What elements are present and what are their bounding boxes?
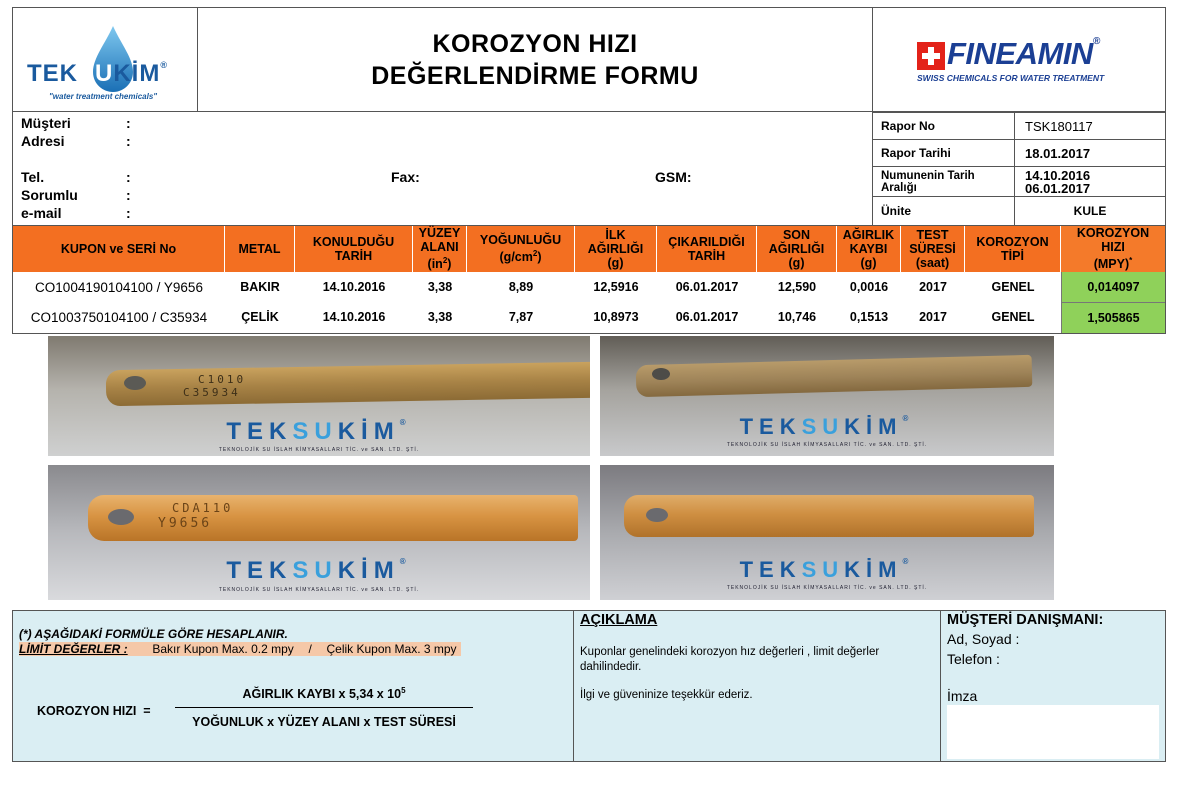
- logo-text-su: SU: [78, 60, 114, 87]
- col-kupon: KUPON ve SERİ No: [13, 226, 225, 272]
- table-row-2-ilk: 10,8973: [593, 310, 639, 324]
- coupon-hole: [108, 509, 134, 525]
- table-row-1-yogunluk: 8,89: [508, 280, 534, 294]
- table-row-2-metal: ÇELİK: [241, 310, 279, 324]
- unite-label: Ünite: [873, 197, 1015, 225]
- limit-label: LİMİT DEĞERLER :: [19, 642, 128, 656]
- numune-end: 06.01.2017: [1025, 180, 1091, 196]
- coupon-hole: [652, 368, 670, 380]
- signature-field[interactable]: [947, 705, 1159, 759]
- col-yuzey: YÜZEY ALANI $(in^2)$: [413, 226, 467, 272]
- table-row-1-yuzey: 3,38: [427, 280, 453, 294]
- col-konuldugu: KONULDUĞU TARİH: [295, 226, 413, 272]
- colon: :: [126, 133, 131, 149]
- table-row-1-cikar: 06.01.2017: [675, 280, 739, 294]
- table-row-2-hiz: 1,505865: [1061, 303, 1165, 333]
- table-row-1-kayip: 0,0016: [849, 280, 889, 294]
- table-row-1-konuldugu: 14.10.2016: [322, 280, 386, 294]
- aciklama-text-1: Kuponlar genelindeki korozyon hız değerleri , limit değerler dahilindedir.: [580, 646, 880, 673]
- title-line-2: DEĞERLENDİRME FORMU: [371, 61, 699, 90]
- stamp-c1010: C1010: [198, 373, 247, 386]
- table-row-1-hiz: 0,014097: [1061, 272, 1165, 303]
- colon: :: [126, 205, 131, 221]
- table-row-2-yuzey: 3,38: [427, 310, 453, 324]
- watermark: TEKSUKİM®: [739, 557, 915, 582]
- coupon-table: [12, 226, 1166, 334]
- stamp-c35934: C35934: [183, 386, 241, 399]
- watermark-sub: TEKNOLOJİK SU İSLAH KİMYASALLARI TİC. ve SAN. LTD. ŞTİ.: [218, 587, 420, 593]
- table-row-1-tip: GENEL: [991, 280, 1035, 294]
- colon: :: [126, 169, 131, 185]
- photo-copper-coupon-front: [48, 465, 590, 600]
- coupon-hole: [124, 376, 146, 390]
- table-row-2-test: 2017: [919, 310, 947, 324]
- swiss-cross-icon: [917, 42, 945, 70]
- col-hiz: KOROZYON HIZI (MPY)*: [1061, 226, 1165, 272]
- col-kayip: AĞIRLIK KAYBI (g): [837, 226, 901, 272]
- limit-sep: /: [308, 642, 312, 656]
- table-row-2-cikar: 06.01.2017: [675, 310, 739, 324]
- watermark: TEKSUKİM®: [226, 557, 412, 584]
- coupon-bar: [106, 362, 590, 407]
- musteri-label: Müşteri: [21, 115, 71, 131]
- customer-info: [12, 112, 872, 226]
- coupon-bar: [624, 495, 1034, 537]
- col-yogunlugu: YOĞUNLUĞU $(g/cm^2)$: [467, 226, 575, 272]
- formula-lhs: KOROZYON HIZI =: [37, 704, 151, 718]
- table-row-1-test: 2017: [919, 280, 947, 294]
- watermark-sub: TEKNOLOJİK SU İSLAH KİMYASALLARI TİC. ve SAN. LTD. ŞTİ.: [218, 447, 420, 453]
- report-info: [872, 112, 1166, 226]
- fineamin-reg: ®: [1092, 36, 1100, 47]
- logo-text-kim: KİM: [113, 60, 161, 87]
- unite-row: [872, 197, 1166, 226]
- teksukim-logo: [12, 7, 198, 112]
- formula-note: (*) AŞAĞIDAKİ FORMÜLE GÖRE HESAPLANIR.: [19, 627, 288, 641]
- stamp-cda110: CDA110: [172, 501, 234, 515]
- table-row-2-kupon: CO1003750104100 / C35934: [30, 309, 208, 325]
- table-row-2-tip: GENEL: [991, 310, 1035, 324]
- col-son: SON AĞIRLIĞI (g): [757, 226, 837, 272]
- table-row-1-metal: BAKIR: [240, 280, 280, 294]
- stamp-y9656: Y9656: [158, 516, 213, 531]
- danisman-panel: [940, 610, 1166, 762]
- logo-reg: ®: [160, 60, 168, 70]
- danisman-title: MÜŞTERİ DANIŞMANI:: [947, 612, 1104, 628]
- tel-label: Tel.: [21, 169, 45, 185]
- col-tip: KOROZYON TİPİ: [965, 226, 1061, 272]
- limit-celik: Çelik Kupon Max. 3 mpy: [326, 642, 457, 656]
- imza-label: İmza: [947, 688, 978, 704]
- col-test: TEST SÜRESİ (saat): [901, 226, 965, 272]
- fineamin-logo: [872, 7, 1166, 112]
- title-line-1: KOROZYON HIZI: [432, 29, 638, 58]
- table-row-2-son: 10,746: [777, 310, 817, 324]
- numune-label-2: Aralığı: [881, 181, 917, 194]
- aciklama-text-2: İlgi ve güveninize teşekkür ederiz.: [580, 689, 753, 701]
- photo-steel-coupon-front: [48, 336, 590, 456]
- form-title: [198, 7, 872, 112]
- table-row-1-kupon: CO1004190104100 / Y9656: [35, 279, 203, 295]
- sorumlu-label: Sorumlu: [21, 187, 78, 203]
- fax-label: Fax:: [391, 169, 420, 185]
- table-row-1-ilk: 12,5916: [593, 280, 639, 294]
- adresi-label: Adresi: [21, 133, 65, 149]
- table-row-2-yogunluk: 7,87: [508, 310, 534, 324]
- logo-tagline: "water treatment chemicals": [49, 92, 158, 101]
- aciklama-panel: [574, 610, 940, 762]
- aciklama-title: AÇIKLAMA: [580, 612, 658, 628]
- rapor-no-value: TSK180117: [1025, 118, 1093, 134]
- col-cikar: ÇIKARILDIĞI TARİH: [657, 226, 757, 272]
- limit-bakir: Bakır Kupon Max. 0.2 mpy: [152, 642, 294, 656]
- fraction-line: [175, 707, 473, 708]
- col-metal: METAL: [225, 226, 295, 272]
- unite-value: KULE: [1073, 204, 1107, 218]
- formula-denominator: YOĞUNLUK x YÜZEY ALANI x TEST SÜRESİ: [192, 715, 456, 729]
- watermark: TEKSUKİM®: [226, 418, 412, 445]
- telefon-label: Telefon :: [947, 651, 1000, 667]
- watermark-sub: TEKNOLOJİK SU İSLAH KİMYASALLARI TİC. ve SAN. LTD. ŞTİ.: [726, 442, 928, 448]
- rapor-tarihi-label: Rapor Tarihi: [873, 140, 1015, 166]
- col-ilk: İLK AĞIRLIĞI (g): [575, 226, 657, 272]
- numune-label-1: Numunenin Tarih: [881, 169, 975, 182]
- table-row-2-kayip: 0,1513: [849, 310, 889, 324]
- fineamin-tagline: SWISS CHEMICALS FOR WATER TREATMENT: [917, 73, 1105, 83]
- numune-start: 14.10.2016: [1025, 167, 1091, 183]
- gsm-label: GSM:: [655, 169, 692, 185]
- photo-copper-coupon-back: [600, 465, 1054, 600]
- photo-steel-coupon-back: [600, 336, 1054, 456]
- limit-values: [19, 642, 461, 656]
- rapor-tarihi-value: 18.01.2017: [1025, 145, 1091, 161]
- coupon-hole: [646, 508, 668, 522]
- watermark-sub: TEKNOLOJİK SU İSLAH KİMYASALLARI TİC. ve SAN. LTD. ŞTİ.: [726, 585, 928, 591]
- rapor-no-label: Rapor No: [873, 113, 1015, 139]
- coupon-bar: [636, 355, 1033, 397]
- numune-row: [872, 167, 1166, 197]
- table-row-1-son: 12,590: [777, 280, 817, 294]
- rapor-tarihi-row: [872, 140, 1166, 167]
- colon: :: [126, 115, 131, 131]
- formula-panel: [12, 610, 574, 762]
- ad-soyad-label: Ad, Soyad :: [947, 631, 1020, 647]
- logo-text-tek: TEK: [27, 60, 78, 87]
- table-row-2-konuldugu: 14.10.2016: [322, 310, 386, 324]
- formula-numerator: AĞIRLIK KAYBI x 5,34 x $10^5$: [242, 686, 406, 702]
- fineamin-brand: FINEAMIN: [947, 36, 1093, 71]
- colon: :: [126, 187, 131, 203]
- watermark: TEKSUKİM®: [739, 414, 915, 439]
- rapor-no-row: [872, 112, 1166, 140]
- email-label: e-mail: [21, 205, 62, 221]
